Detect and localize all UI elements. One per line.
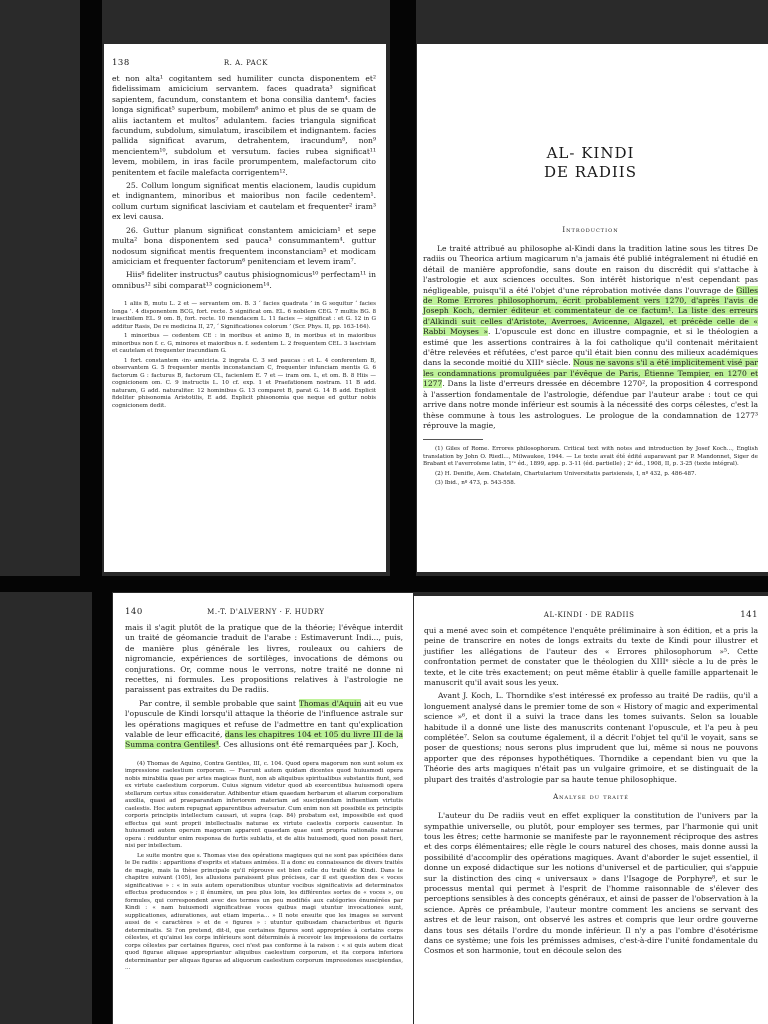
paragraph: et non alta¹ cogitantem sed humiliter cuncta disponentem et² fidelissimam amicicium servantem. faces quadrata³ significat sapientem, facundum, constantem et bona consilia dantem⁴. facies longa significat⁵ superbum, mobilem⁶ animo et plus de se quam de aliis iactantem et multos⁷ adulantem. facies triangula significat facundum, subdolum, simulatum, irascibilem et indignantem. facies pallida significat avarum, detrahentem, iracundum⁸, non⁹ mencientem¹⁰, subdolum et versutum. facies rubea significat¹¹ levem, mobilem, in iras facile prorumpentem, malefactorum cito penitentem et facile malefacta corrigentem¹².	[112, 74, 376, 177]
footnote: (1) Giles of Rome. Errores philosophorum. Critical text with notes and introduction by Josef Koch..., English translation by John O. Riedl..., Milwaukee, 1944. — Le texte avait été édité auparavant par P. Mandonnet, Siger de Brabant et l'averroïsme latin, 1ʳᵉ éd., 1899, app. p. 3-11 (éd. partielle) ; 2ᵉ éd., 1908, II, p. 3-25 (texte intégral).	[423, 446, 758, 468]
paragraph: Avant J. Koch, L. Thorndike s'est intéressé ex professo au traité De radiis, qu'il a longuement analysé dans le premier tome de son « History of magic and experimental science »⁶, et dont il a suivi la trace dans les tomes suivants. Selon sa louable habitude il a donné une liste des manuscrits contenant l'opuscule, et l'a peu à peu complétée⁷. Selon sa coutume également, il a décrit l'objet tel qu'il le voyait, sans se poser de questions; nous serons plus imprudent que lui, même si nous ne pouvons apporter que des réponses hypothétiques. Thorndike a cependant bien vu que la Théorie des arts magiques n'était pas un vulgaire grimoire, et se distinguait de la plupart des traités d'astrologie par sa haute tenue philosophique.	[424, 691, 758, 784]
scan-strip-middle	[0, 576, 768, 592]
page-number: 138	[112, 58, 130, 68]
section-heading: Introduction	[562, 226, 619, 234]
section-heading: Analyse du traité	[553, 793, 629, 802]
footnotes	[125, 761, 403, 973]
footnote: 1 minoribus — cedentem CE : in moribus et animo B, in moribus et in maioribus minoribus non f. c. G, minores et maioribus n. f. sedentem L. 2 frequentem CEL. 3 lasciviam et cautelam et frequenter iracundiam G.	[112, 333, 376, 355]
paragraph: Par contre, il semble probable que saint Thomas d'Aquin ait eu vue l'opuscule de Kindi lorsqu'il attaque la théorie de l'influence astrale sur les opérations magiques et refuse de l'admettre en tant qu'explication valable de leur efficacité, dans les chapitres 104 et 105 du livre III de la Summa contra Gentiles⁴. Ces allusions ont été remarquées par J. Koch,	[125, 698, 404, 750]
article-title-page	[417, 44, 768, 572]
page-140	[113, 593, 413, 1024]
page-header	[424, 610, 758, 620]
page-138	[104, 44, 386, 572]
title-line: DE RADIIS	[543, 163, 638, 181]
page-number: 140	[125, 607, 143, 617]
scan-strip-left-top	[80, 0, 102, 576]
footnotes	[112, 301, 376, 410]
page-number: 141	[740, 610, 758, 620]
footnote: (2) H. Denifle, Aem. Chatelain, Chartularium Universitatis parisiensis, I, nº 432, p. 486-487.	[435, 470, 697, 477]
footnote: (3) Ibid., nº 473, p. 543-558.	[435, 480, 516, 487]
running-head: M.-T. D'ALVERNY · F. HUDRY	[207, 608, 325, 616]
scan-strip-center-top	[390, 0, 416, 576]
running-head: R. A. PACK	[223, 59, 268, 67]
page-header	[112, 58, 376, 68]
highlight[interactable]: Thomas d'Aquin	[298, 698, 362, 708]
footnote: 1 aliis B, mutu L. 2 et — servantem om. B. 3 ‘ facies quadrata ’ in G sequitur ‘ facies longa ’. 4 disponentem BCG, fort. recte. 5 significat om. EL. 6 nobilem CEG. 7 multis BG. 8 irascibilem EL. 9 om. B, fort. recte. 10 mendacem L. 11 facies — significat : et G. 12 in G additur Rasis, De re medicina II, 27, ‘ Significationes colorum ’ (Scr. Phys. II, pp. 163-164).	[112, 301, 376, 330]
paragraph: Hiis⁸ fideliter instructus⁹ cautus phisiognomicus¹⁰ perfectam¹¹ in omnibus¹² sibi comparat¹³ cognicionem¹⁴.	[112, 270, 376, 290]
title-line: AL- KINDI	[546, 144, 635, 162]
article-title	[423, 144, 758, 182]
highlight[interactable]: Nous ne savons s'il a été implicitement visé par les condamnations promulguées par l'évêque de Paris, Étienne Tempier, en 1270 et 1277	[423, 358, 758, 389]
paragraph: L'auteur du De radiis veut en effet expliquer la constitution de l'univers par la sympathie universelle, ou plutôt, pour employer ses termes, par l'harmonie qui unit tous les êtres; cette harmonie se manifeste par le rayonnement réciproque des astres et des corps élémentaires; elle règle le cours naturel des choses, mais donne aussi la possibilité d'accomplir des opérations magiques. Avant d'aborder le sujet essentiel, il donne un exposé didactique sur les notions d'universel et de particulier, qui s'appuie sur la distinction des cinq « universaux » dans l'Isagoge de Porphyre⁸, et sur le processus mental qui permet à l'esprit de l'homme raisonnable de s'élever des perceptions sensibles à des concepts généraux, et ainsi de passer de l'observation à la science. Après ce préambule, l'auteur montre comment les anciens se servant des astres et de leur raison, ont observé les astres et compris que leur ordre gouverne dans tous ses détails l'ordre du monde inférieur. Il n'y a pas l'ombre d'ésotérisme dans ce système; une fois les prémisses admises, c'est-à-dire l'unité fondamentale du Cosmos et son harmonie, tout en découle selon des	[424, 811, 758, 956]
running-head: AL-KINDI · DE RADIIS	[543, 611, 635, 619]
paragraph: mais il s'agit plutôt de la pratique que de la théorie; l'évêque interdit un traité de géomancie traduit de l'arabe : Estimaverunt Indi..., puis, de manière plus générale les livres, rouleaux ou cahiers de nigromancie, expériences de sortilèges, invocations de démons ou conjurations. Or, comme nous le verrons, notre traité ne donne ni recettes, ni formules. Les propositions relatives à l'astrologie ne paraissent pas extraites du De radiis.	[125, 623, 403, 695]
footnote: (4) Thomas de Aquino, Contra Gentiles, III, c. 104. Quod opera magorum non sunt solum ex impressione caelestium corporum. — Fuerunt autem quidam dicentes quod huiusmodi opera nobis mirabilia quae per artes magicas fiunt, non ab aliquibus spiritualibus substantiis fiunt, sed ex virtute caelestium corporum. Cuius signum videtur quod ab exercentibus huiusmodi opera stellarum certus situs consideratur. Adhibentur etiam quaedam herbarum et aliarum corporalium auxilia, quasi ad praeparandam inferiorem materiam ad suscipiendam influentiam virtutis caelestis. Hoc autem repugnat apparentibus adversatur. Cum enim non sit possibile ex principiis corporis principiis intellectum causari, ut supra (cap. 84) probatum est, impossibile est quod effectus qui sunt proprii intellectualis naturae ex virtute caelestis corporis causentur. In huiusmodi autem operum magorum apparent quaedam quae sunt propria rationalis naturae opera : redduntur enim responsa de furtis sublatis, et de aliis huiusmodi, quod non possit fieri, nisi per intellectum.	[125, 760, 403, 850]
page-header	[125, 607, 403, 617]
paragraph: Le traité attribué au philosophe al-Kindi dans la tradition latine sous les titres De radiis ou Theorica artium magicarum n'a jamais été publié intégralement ni étudié en détail de manière approfondie, sans doute en raison du discrédit qui s'attache à l'astrologie et aux sciences occultes. Son intérêt historique n'est cependant pas négligeable, puisqu'il a été l'objet d'une réprobation motivée dans l'ouvrage de Gilles de Rome Errores philosophorum, écrit probablement vers 1270, d'après l'avis de Joseph Koch, dernier éditeur et commentateur de ce factum¹. La liste des erreurs d'Alkindi suit celles d'Aristote, Averroes, Avicenne, Algazel, et précède celle de « Rabbi Moyses ». L'opuscule est donc en illustre compagnie, et si le théologien a estimé que les assertions contraires à la foi catholique qu'il contenait méritaient d'être relevées et réfutées, c'est parce qu'il était bien connu des milieux académiques dans la seconde moitié du XIIIᵉ siècle. Nous ne savons s'il a été implicitement visé par les condamnations promulguées par l'évêque de Paris, Étienne Tempier, en 1270 et 1277. Dans la liste d'erreurs dressée en décembre 1270², la proposition 4 correspond à l'assertion fondamentale de l'astrologie, défendue par l'auteur arabe : tout ce qui arrive dans notre monde inférieur est soumis à la nécessité des corps célestes, c'est la thèse commune à tous les astrologues. Le prologue de la condamnation de 1277³ réprouve la magie,	[423, 244, 758, 430]
paragraph: qui a mené avec soin et compétence l'enquête préliminaire à son édition, et a pris la peine de transcrire en notes de longs extraits du texte de Kindi pour illustrer et justifier les allégations de l'auteur des « Errores philosophorum »⁵. Cette confrontation permet de constater que le théologien du XIIIᵉ siècle a lu de près le texte, et le cite très exactement; on peut même établir à quelle famille appartenait le manuscrit qu'il avait sous les yeux.	[424, 626, 758, 688]
footnote-rule	[423, 439, 483, 440]
paragraph: 26. Guttur planum significat constantem amiciciam¹ et sepe multa² bona disponentem sed pauca³ consummantem⁴. guttur nodosum significat mentis frequentem inconstanciam⁵ et modicam amiciciam et frequenter factorum⁶ penitenciam et levem iram⁷.	[112, 225, 376, 266]
scan-strip-left-bottom	[92, 592, 112, 1024]
highlight[interactable]: dans les chapitres 104 et 105 du livre III de la Summa contra Gentiles⁴	[125, 730, 403, 750]
footnote: Le suite montre que s. Thomas vise des opérations magiques qui ne sont pas spécifiées dans le De radiis : apparitions d'esprits et statues animées. Il a donc eu connaissance de divers traités de magie, mais la thèse principale qu'il réprouve est bien celle du traité de Kindi. Dans le chapitre suivant (105), les allusions paraissent plus précises, car il est question des « voces significativae » : « in suis autem operationibus utuntur vocibus significativis ad determinatos effectus producendos » ; il énumère, un peu plus loin, les différentes sortes de « voces », ou formules, qui correspondent avec des termes un peu modifiés aux catégories énumérées par Kindi : « nam huiusmodi significativae voces quibus magi utuntur invocationes sunt, supplicationes, adiurationes, aut etiam imperia... » Il note ensuite que les images se servent aussi de « caractères » et de « figures » : utuntur quibusdam characteribus et figuris determinatis. Si l'on pretend, dit-il, que certaines figures sont appropriées à certains corps célestes, et qu'ainsi les corps inférieurs sont déterminés à recevoir les impressions de certains corps célestes par certaines figures, ceci n'est pas conforme à la raison : « si quis autem dicat quod figurae aliquae appropriantur aliquibus caelestium corporum, et ita corpora inferiora determinantur per aliquas figuras ad aliquorum caelestium corporum impressiones suscipiendas, ...	[125, 852, 403, 972]
page-141	[414, 596, 768, 1024]
paragraph: 25. Collum longum significat mentis elacionem, laudis cupidum et indignantem, minoribus et maioribus non facile cedentem¹. collum curtum significat lasciviam et cautelam et frequenter² iram³ ex levi causa.	[112, 181, 376, 222]
footnote: 1 fort. constantem ‹in› amicicia. 2 ingrata C. 3 sed paucas : et L. 4 conferentem B, observantem G. 5 frequenter mentis inconstanciam C, frequenter infunciam mentis G. 6 factorum G : facturus B, factorum CL, facienlem E. 7 et — iram om. L, et om. B. 8 Hiis — cognicionem om. C. 9 instructis L. 10 cf. exp. 1 et Praefationem nostram. 11 B add. naturam, G add. naturaliter. 12 hominibus G. 13 comparet B, parat G. 14 B add. Explicit fideliter phisonomia Aristotilis, E add. Explicit phisonomia que neque ed guttur nobis cognicionem dedit.	[112, 357, 376, 409]
highlight[interactable]: Gilles de Rome Errores philosophorum, écrit probablement vers 1270, d'après l'avis de Joseph Koch, dernier éditeur et commentateur de ce factum¹. La liste des erreurs d'Alkindi suit celles d'Aristote, Averroes, Avicenne, Algazel, et précède celle de « Rabbi Moyses »	[423, 285, 758, 337]
footnotes	[423, 446, 758, 488]
